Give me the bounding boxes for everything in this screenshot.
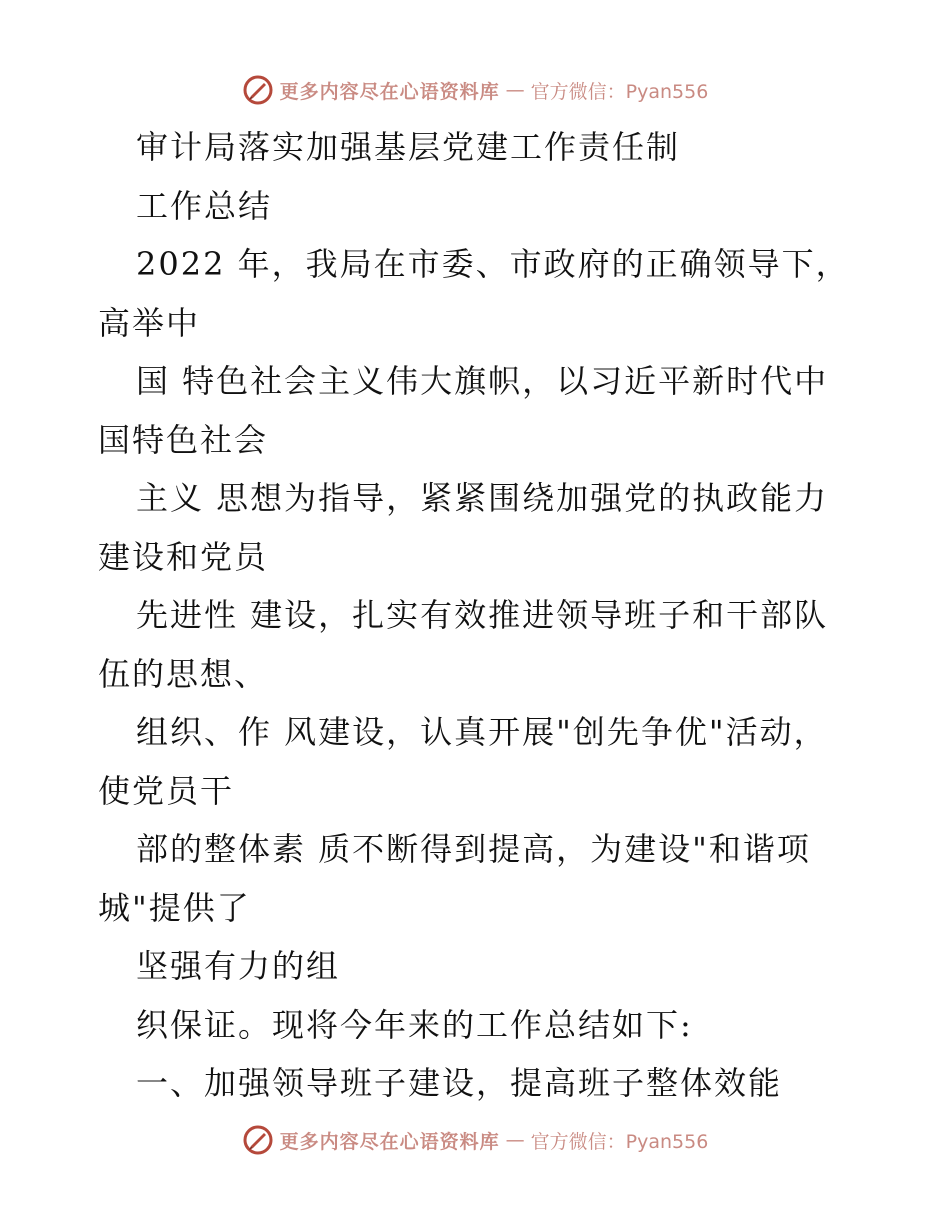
paragraph-line: 建设和党员 — [98, 537, 269, 576]
document-body — [98, 118, 858, 1113]
paragraph-line: 国特色社会 — [98, 420, 269, 459]
banner-title: 更多内容尽在心语资料库 — [279, 80, 500, 103]
doc-title-line-2: 工作总结 — [136, 186, 273, 225]
paragraph-line: 城"提供了 — [98, 888, 251, 927]
doc-title-line-1: 审计局落实加强基层党建工作责任制 — [136, 128, 681, 166]
paragraph-line: 组织、作 风建设，认真开展"创先争优"活动， — [136, 713, 828, 751]
section-heading: 一、加强领导班子建设，提高班子整体效能 — [136, 1064, 783, 1102]
banner-contact: 官方微信：Pyan556 — [530, 80, 709, 103]
paragraph-line: 织保证。现将今年来的工作总结如下: — [136, 1005, 693, 1044]
paragraph-line: 高举中 — [98, 303, 201, 342]
quill-in-circle-icon — [242, 1124, 274, 1156]
paragraph-line: 主义 思想为指导，紧紧围绕加强党的执政能力 — [136, 479, 829, 517]
banner-contact: 官方微信：Pyan556 — [530, 1130, 709, 1153]
paragraph-line: 2022 年，我局在市委、市政府的正确领导下， — [136, 245, 850, 283]
paragraph-line: 坚强有力的组 — [136, 947, 341, 985]
paragraph-line: 国 特色社会主义伟大旗帜，以习近平新时代中 — [136, 362, 829, 400]
footer-banner — [0, 1120, 950, 1160]
paragraph-line: 部的整体素 质不断得到提高，为建设"和谐项 — [136, 830, 811, 868]
quill-in-circle-icon — [242, 74, 274, 106]
paragraph-line: 伍的思想、 — [98, 654, 269, 693]
banner-title: 更多内容尽在心语资料库 — [279, 1130, 500, 1153]
banner-separator: — — [505, 79, 525, 101]
banner-separator: — — [505, 1129, 525, 1151]
header-banner — [0, 70, 950, 110]
paragraph-line: 使党员干 — [98, 771, 235, 810]
paragraph-line: 先进性 建设，扎实有效推进领导班子和干部队 — [136, 596, 829, 634]
